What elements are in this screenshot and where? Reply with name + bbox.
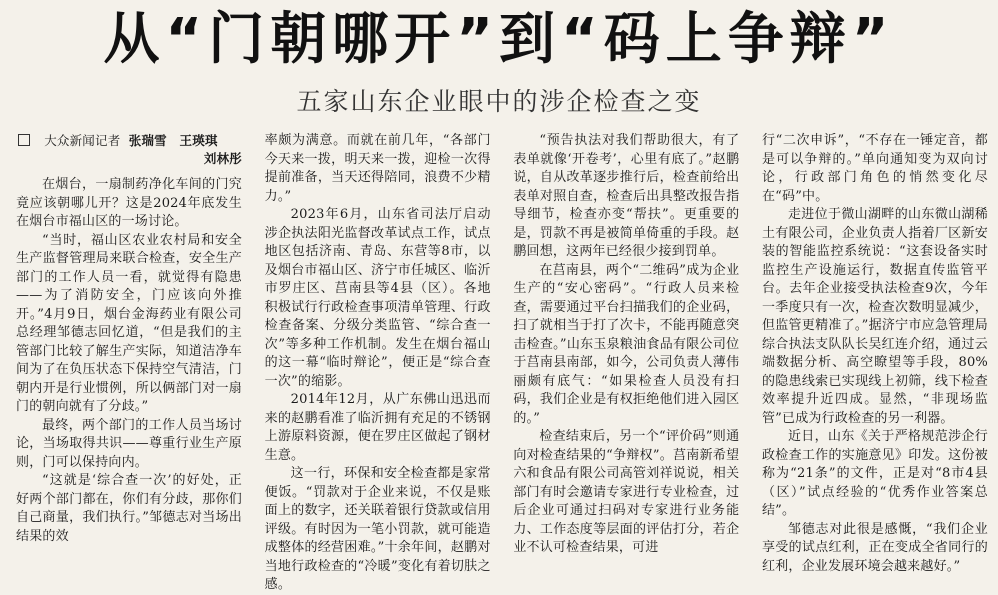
paragraph: 在烟台，一扇制药净化车间的门究竟应该朝哪儿开？这是2024年底发生在烟台市福山区的一场讨论。: [16, 177, 242, 229]
column-2: [264, 132, 491, 592]
column-3: [513, 132, 740, 555]
column-1: [16, 132, 242, 544]
headline: 从“门朝哪开”到“码上争辩”: [103, 7, 895, 72]
paragraph: 2014年12月，从广东佛山迅迅而来的赵鹏看准了临沂拥有充足的不锈钢上游原料资源，便在罗庄区做起了钢材生意。: [264, 392, 491, 463]
byline-authors-line2: 刘林彤: [203, 151, 242, 166]
paragraph: 最终，两个部门的工作人员当场讨论，当场取得共识——尊重行业生产原则，门可以保持向内。: [16, 417, 242, 470]
paragraph: “当时，福山区农业农村局和安全生产监督管理局来联合检查，安全生产部门的工作人员一看，就觉得有隐患——为了消防安全，门应该向外推开。”4月9日，烟台金海药业有限公司总经理邹德志回忆道，“但是我们的主管部门比较了解生产实际，知道洁净车间为了在负压状态下保持空气清洁，门朝内开是行业惯例，所以俩部门对一扇门的朝向就有了分歧。”: [16, 232, 242, 414]
paragraph: 检查结束后，另一个“评价码”则通向对检查结果的“争辩权”。莒南新希望六和食品有限公司高管刘祥说说，相关部门有时会邀请专家进行专业检查，过后企业可通过扫码对专家进行业务能力、工作态度等层面的评估打分，若企业不认可检查结果，可进: [513, 429, 740, 555]
byline: [16, 132, 242, 168]
paragraph: 2023年6月，山东省司法厅启动涉企执法阳光监督改革试点工作，试点地区包括济南、青岛、东营等8市，以及烟台市福山区、济宁市任城区、临沂市罗庄区、莒南县等4县（区）。各地积极试行行政检查事项清单管理、行政检查备案、分级分类监管、“综合查一次”等多种工作机制。发生在烟台福山的这一幕“临时辩论”，便正是“综合查一次”的缩影。: [264, 207, 491, 389]
paragraph: 近日，山东《关于严格规范涉企行政检查工作的实施意见》印发。这份被称为“21条”的文件，正是对“8市4县（区）”试点经验的“优秀作业答案总结”。: [761, 429, 988, 518]
paragraph: 在莒南县，两个“二维码”成为企业生产的“安心密码”。“行政人员来检查，需要通过平台扫描我们的企业码，扫了就相当于打了次卡，不能再随意突击检查。”山东玉泉粮油食品有限公司位于莒南县南部，如今，公司负责人薄伟丽颇有底气：“如果检查人员没有扫码，我们企业是有权拒绝他们进入园区的。”: [513, 262, 740, 426]
paragraph: “预告执法对我们帮助很大，有了表单就像‘开卷考’，心里有底了。”赵鹏说，自从改革逐步推行后，检查前给出表单对照自查，检查后出具整改报告指导细节，检查亦变“帮扶”。更重要的是，罚款不再是被简单倚重的手段。赵鹏回想，这两年已经很少接到罚单。: [513, 133, 740, 259]
byline-prefix: 大众新闻记者: [44, 133, 121, 148]
paragraph: 率颇为满意。而就在前几年，“各部门今天来一拨，明天来一拨，迎检一次得提前准备，当天还得陪同，浪费不少精力。”: [264, 133, 491, 204]
paragraph: 这一行，环保和安全检查都是家常便饭。“罚款对于企业来说，不仅是账面上的数字，还关联着银行贷款或信用评级。有时因为一笔小罚款，就可能造成整体的经营困难。”十余年间，赵鹏对当地行政检查的“冷暖”变化有着切肤之感。: [264, 466, 491, 592]
paragraph: 走进位于微山湖畔的山东微山湖稀土有限公司，企业负责人指着厂区新安装的智能监控系统说：“这套设备实时监控生产设施运行，数据直传监管平台。去年企业接受执法检查9次，今年一季度只有一次，检查次数明显减少，但监管更精准了。”据济宁市应急管理局综合执法支队队长吴红连介绍，通过云端数据分析、高空瞭望等手段，80%的隐患线索已实现线上初筛，线下检查效率提升近四成。显然，“非现场监管”已成为行政检查的另一利器。: [761, 207, 988, 426]
paragraph: 行“二次申诉”，“不存在一锤定音，都是可以争辩的。”单向通知变为双向讨论，行政部门角色的悄然变化尽在“码”中。: [761, 133, 988, 204]
column-4: [761, 132, 988, 574]
subheadline: 五家山东企业眼中的涉企检查之变: [296, 87, 702, 116]
article-body: [16, 132, 988, 592]
byline-authors-line1: 张瑞雪 王瑛琪: [128, 133, 218, 148]
paragraph: “这就是‘综合查一次’的好处，正好两个部门都在，你们有分歧，那你们自己商量，我们执行。”邹德志对当场出结果的效: [16, 473, 242, 544]
square-icon: [18, 134, 30, 146]
paragraph: 邹德志对此很是感慨，“我们企业享受的试点红利，正在变成全省同行的红利，企业发展环境会越来越好。”: [761, 521, 988, 574]
